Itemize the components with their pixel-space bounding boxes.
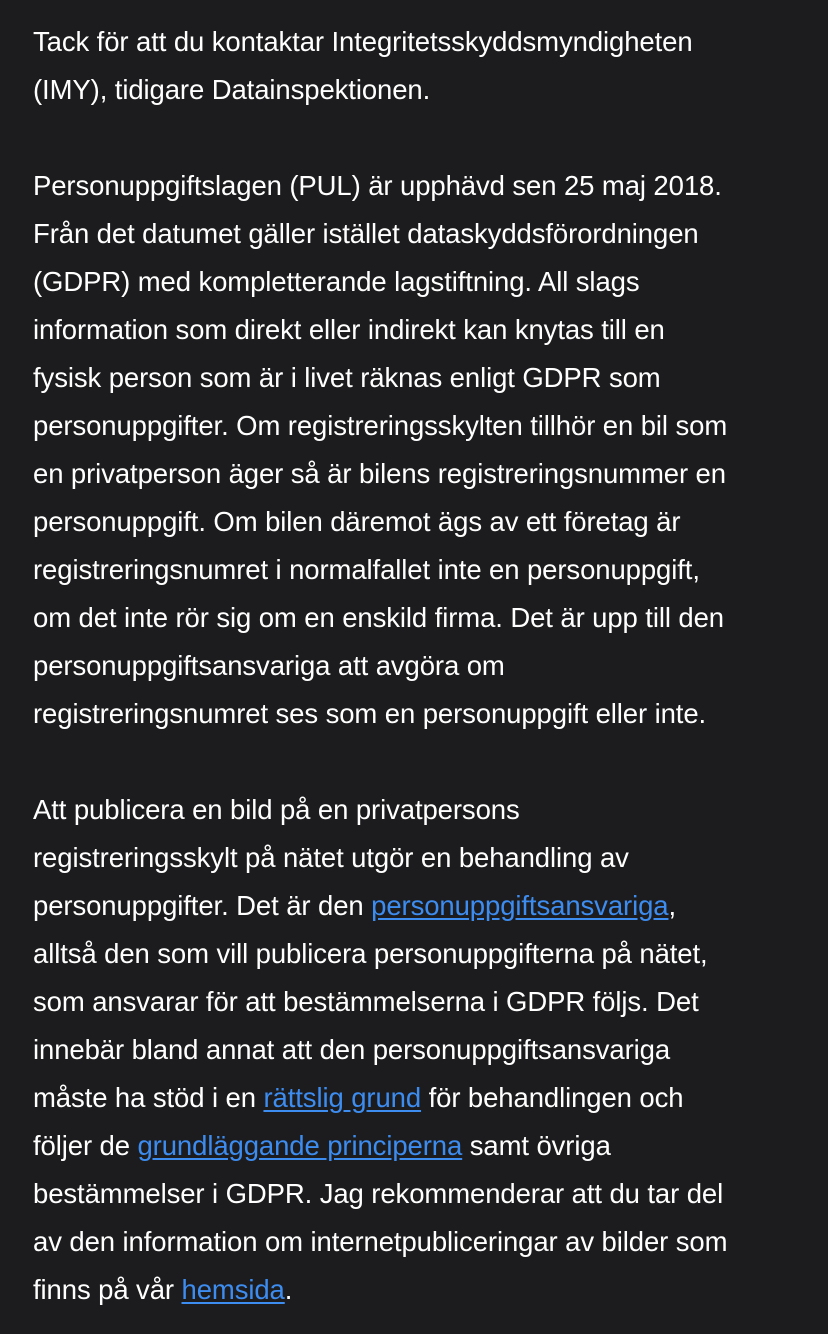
text-line: om det inte rör sig om en enskild firma. Det är upp till den xyxy=(33,602,724,633)
text-fragment: personuppgifter. Det är den xyxy=(33,890,372,921)
link-personuppgiftsansvariga[interactable]: personuppgiftsansvariga xyxy=(371,890,669,921)
text-line: alltså den som vill publicera personuppgifterna på nätet, xyxy=(33,938,708,969)
text-line: registreringsnumret i normalfallet inte en personuppgift, xyxy=(33,554,700,585)
text-line: (GDPR) med kompletterande lagstiftning. All slags xyxy=(33,266,640,297)
text-line: innebär bland annat att den personuppgiftsansvariga xyxy=(33,1034,671,1065)
greeting-line-1: Tack för att du kontaktar Integritetsskyddsmyndigheten xyxy=(33,26,693,57)
email-message-body xyxy=(33,18,813,1314)
link-hemsida[interactable]: hemsida xyxy=(181,1274,285,1305)
text-line: personuppgiftsansvariga att avgöra om xyxy=(33,650,505,681)
text-fragment: måste ha stöd i en xyxy=(33,1082,264,1113)
text-line: registreringsskylt på nätet utgör en behandling av xyxy=(33,842,629,873)
text-line: personuppgifter. Om registreringsskylten tillhör en bil som xyxy=(33,410,728,441)
link-rattslig-grund[interactable]: rättslig grund xyxy=(263,1082,422,1113)
text-line: som ansvarar för att bestämmelserna i GDPR följs. Det xyxy=(33,986,699,1017)
text-line: information som direkt eller indirekt kan knytas till en xyxy=(33,314,665,345)
greeting-line-2: (IMY), tidigare Datainspektionen. xyxy=(33,74,431,105)
text-line: fysisk person som är i livet räknas enligt GDPR som xyxy=(33,362,661,393)
paragraph-publishing xyxy=(33,786,813,1314)
text-fragment: samt övriga xyxy=(462,1130,611,1161)
text-line: registreringsnumret ses som en personuppgift eller inte. xyxy=(33,698,707,729)
text-line: bestämmelser i GDPR. Jag rekommenderar att du tar del xyxy=(33,1178,724,1209)
text-line: av den information om internetpubliceringar av bilder som xyxy=(33,1226,728,1257)
text-fragment: , xyxy=(668,890,677,921)
text-fragment: . xyxy=(284,1274,293,1305)
text-line: en privatperson äger så är bilens registreringsnummer en xyxy=(33,458,726,489)
text-line: Från det datumet gäller istället dataskyddsförordningen xyxy=(33,218,699,249)
text-line: personuppgift. Om bilen däremot ägs av ett företag är xyxy=(33,506,681,537)
paragraph-pul-gdpr xyxy=(33,162,813,738)
paragraph-greeting xyxy=(33,18,813,114)
text-line: Att publicera en bild på en privatpersons xyxy=(33,794,520,825)
text-fragment: finns på vår xyxy=(33,1274,182,1305)
text-fragment: följer de xyxy=(33,1130,138,1161)
link-grundlaggande-principerna[interactable]: grundläggande principerna xyxy=(137,1130,463,1161)
text-fragment: för behandlingen och xyxy=(421,1082,684,1113)
text-line: Personuppgiftslagen (PUL) är upphävd sen 25 maj 2018. xyxy=(33,170,722,201)
